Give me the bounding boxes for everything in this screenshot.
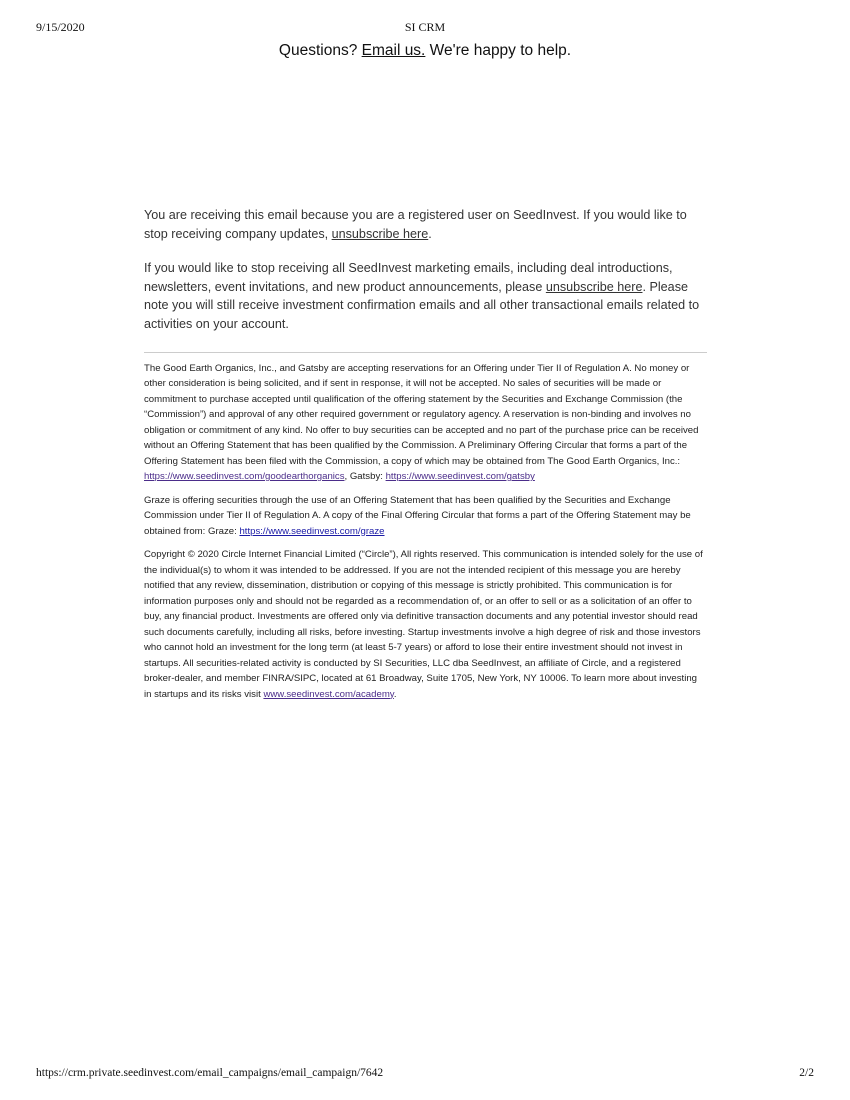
unsubscribe-marketing-link[interactable]: unsubscribe here [545,279,643,294]
questions-line [0,42,850,60]
divider [144,352,707,353]
reg-a-disclaimer [144,361,707,485]
graze-disclaimer [144,493,707,540]
print-header [36,20,814,36]
print-date: 9/15/2020 [36,20,85,34]
print-title: SI CRM [404,20,446,34]
questions-suffix: We're happy to help. [425,42,572,59]
graze-text: Graze is offering securities through the use of an Offering Statement that has been qualified by the Securities and Exchange Commission under Tier II of Regulation A. A copy of the Final Offering Circular that forms a part of the Offering Statement may be obtained from: Graze: [144,494,691,537]
copyright-end: . [393,688,397,700]
unsubscribe-company-updates-link[interactable]: unsubscribe here [331,226,429,241]
reg-a-text: The Good Earth Organics, Inc., and Gatsby are accepting reservations for an Offering under Tier II of Regulation A. No money or other consideration is being solicited, and if sent in response, it will not be accepted. No sales of securities will be made or commitment to purchase accepted until qualification of the offering statement by the Securities and Exchange Commission (the “Commission”) and approval of any other required government or regulatory agency. A reservation is non-binding and involves no obligation or commitment of any kind. No offer to buy securities can be accepted and no part of the purchase price can be received without an Offering Statement that has been qualified by the Commission. A Preliminary Offering Circular that forms a part of the Offering Statement has been filed with the Commission, a copy of which may be obtained from The Good Earth Organics, Inc.: [144,362,699,467]
company-updates-end: . [428,226,432,241]
company-updates-text: You are receiving this email because you are a registered user on SeedInvest. If you would like to stop receiving company updates, [144,208,687,241]
questions-prefix: Questions? [278,42,362,59]
marketing-emails-notice [144,259,710,333]
copyright-text: Copyright © 2020 Circle Internet Financial Limited (“Circle”), All rights reserved. This communication is intended solely for the use of the individual(s) to whom it was intended to be addressed. If you are not the intended recipient of this message you are hereby notified that any review, dissemination, distribution or copying of this message is strictly prohibited. This communication is for information purposes only and should not be regarded as a recommendation of, or an offer to sell or as a solicitation of an offer to buy, any financial product. Investments are offered only via definitive transaction documents and any potential investor should read such documents carefully, including all risks, before investing. Startup investments involve a high degree of risk and those investors who cannot hold an investment for the long term (at least 5-7 years) or afford to lose their entire investment should not invest in startups. All securities-related activity is conducted by SI Securities, LLC dba SeedInvest, an affiliate of Circle, and a registered broker-dealer, and member FINRA/SIPC, located at 61 Broadway, Suite 1705, New York, NY 10006. To learn more about investing in startups and its risks visit [144,549,703,700]
marketing-emails-end: . Please note you will still receive investment confirmation emails and all other transactional emails related to activities on your account. [144,279,700,331]
reg-a-mid: , Gatsby: [344,471,386,483]
print-url: https://crm.private.seedinvest.com/email_campaigns/email_campaign/7642 [36,1067,384,1079]
copyright-disclaimer [144,547,707,702]
goodearthorganics-link[interactable]: https://www.seedinvest.com/goodearthorganics [144,471,345,483]
company-updates-notice [144,206,710,243]
email-us-link[interactable]: Email us. [361,42,426,59]
gatsby-link[interactable]: https://www.seedinvest.com/gatsby [385,471,535,483]
print-footer [36,1067,814,1083]
marketing-emails-text: If you would like to stop receiving all SeedInvest marketing emails, including deal introductions, newsletters, event invitations, and new product announcements, please [144,261,673,294]
page-number: 2/2 [799,1067,814,1079]
graze-link[interactable]: https://www.seedinvest.com/graze [239,525,385,537]
email-footer-content [144,206,710,710]
academy-link[interactable]: www.seedinvest.com/academy [263,688,394,700]
